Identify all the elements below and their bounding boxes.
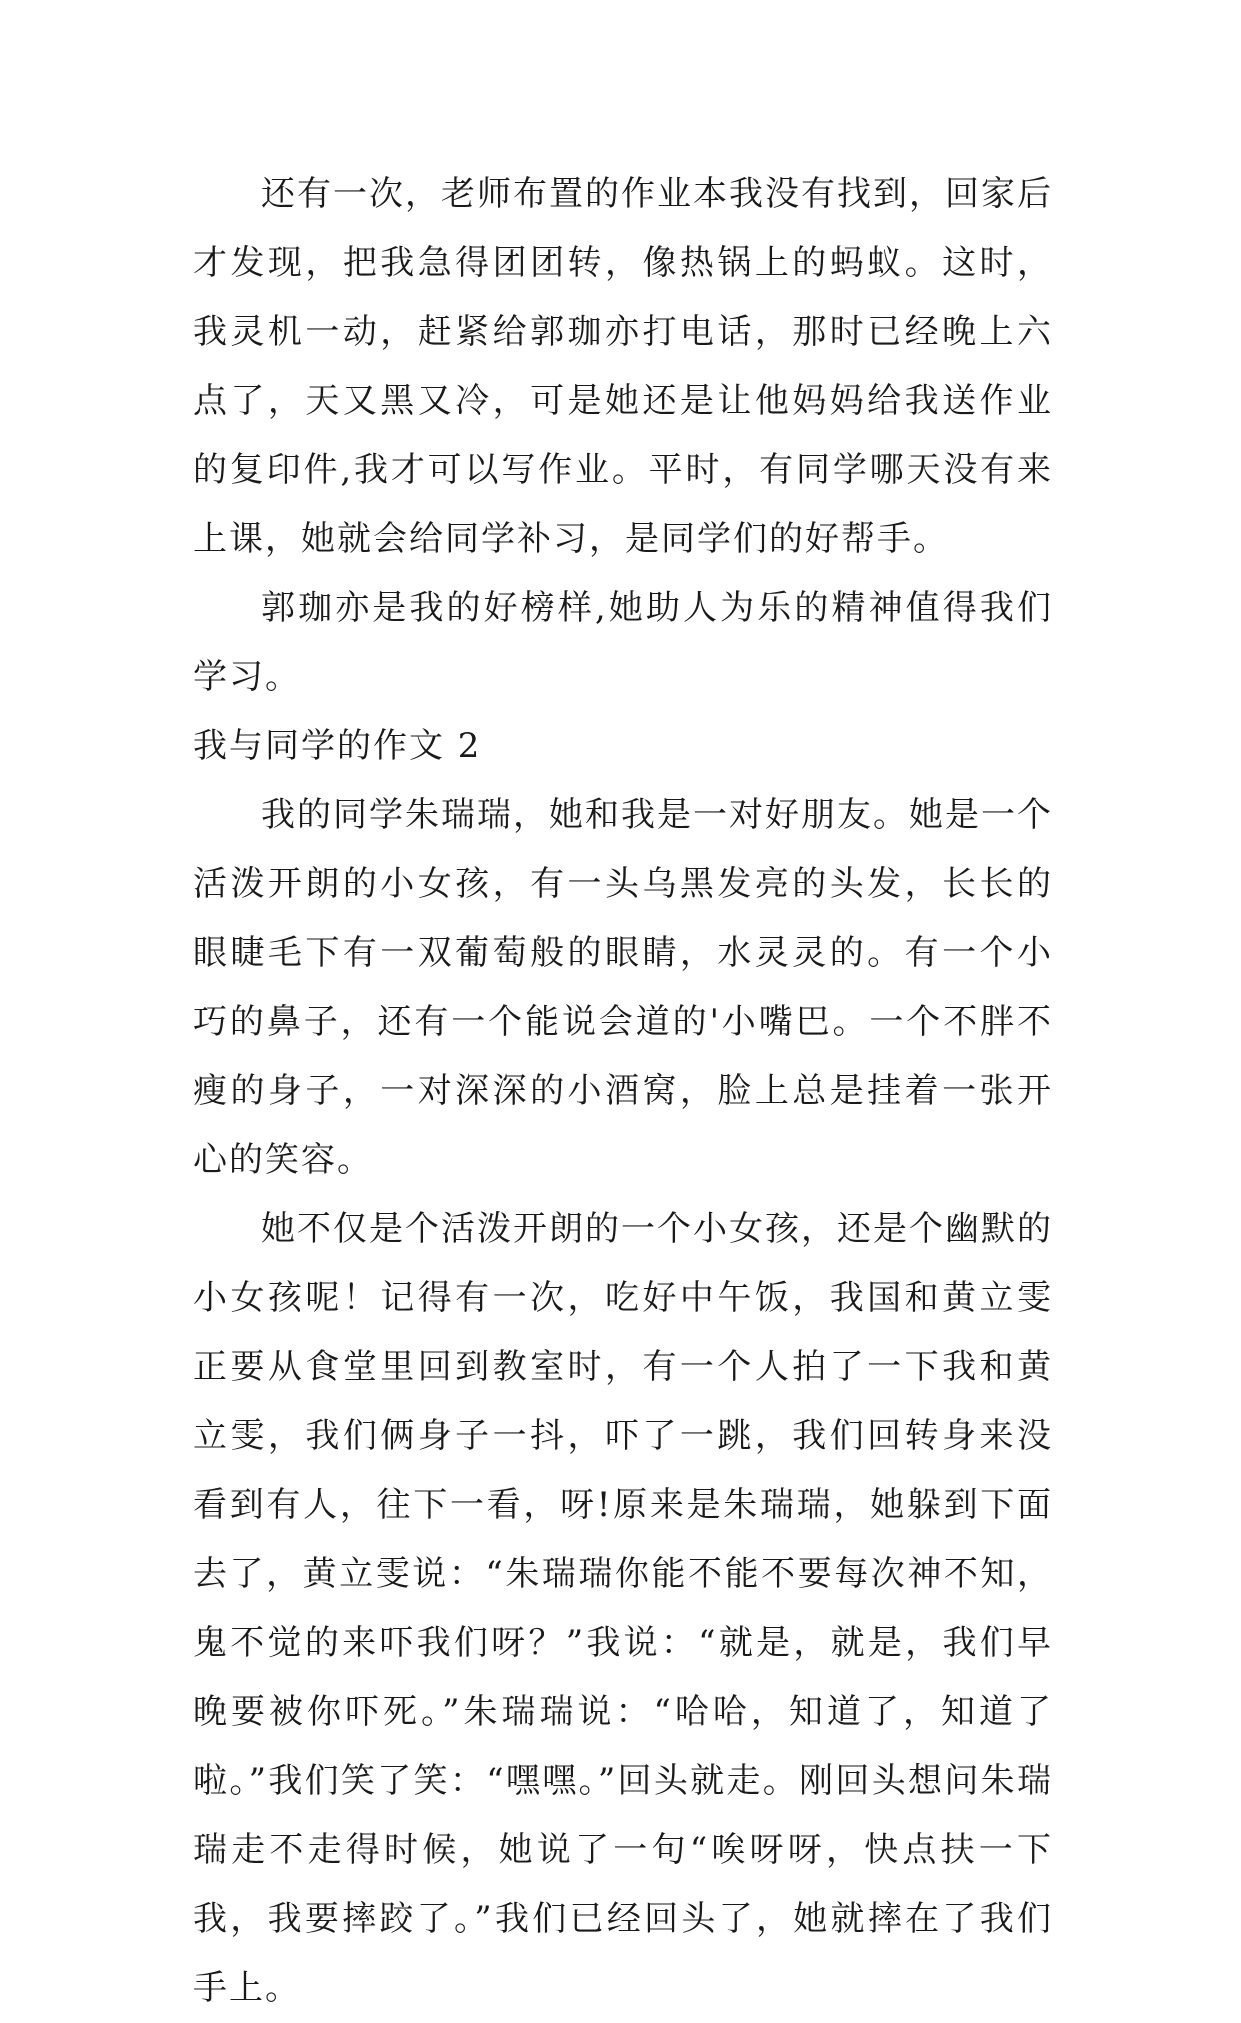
paragraph-role-model: 郭珈亦是我的好榜样,她助人为乐的精神值得我们学习。 [193, 588, 1053, 697]
paragraph-humor-story: 她不仅是个活泼开朗的一个小女孩，还是个幽默的小女孩呢！记得有一次，吃好中午饭，我国和黄立雯正要从食堂里回到教室时，有一个人拍了一下我和黄立雯，我们俩身子一抖，吓了一跳，我们回转身来没看到有人，往下一看，呀!原来是朱瑞瑞，她躲到下面去了，黄立雯说：“朱瑞瑞你能不能不要每次神不知，鬼不觉的来吓我们呀？”我说：“就是，就是，我们早晚要被你吓死。”朱瑞瑞说：“哈哈，知道了，知道了啦。”我们笑了笑：“嘿嘿。”回头就走。刚回头想问朱瑞瑞走不走得时候，她说了一句“唉呀呀，快点扶一下我，我要摔跤了。”我们已经回头了，她就摔在了我们手上。 [193, 1209, 1053, 2008]
document-body [193, 160, 1053, 2023]
paragraph-homework-story: 还有一次，老师布置的作业本我没有找到，回家后才发现，把我急得团团转，像热锅上的蚂蚁。这时，我灵机一动，赶紧给郭珈亦打电话，那时已经晚上六点了，天又黑又冷，可是她还是让他妈妈给我送作业的复印件,我才可以写作业。平时，有同学哪天没有来上课，她就会给同学补习，是同学们的好帮手。 [193, 174, 1053, 559]
section-title: 我与同学的作文 2 [193, 726, 482, 766]
paragraph-classmate-description: 我的同学朱瑞瑞，她和我是一对好朋友。她是一个活泼开朗的小女孩，有一头乌黑发亮的头发，长长的眼睫毛下有一双葡萄般的眼睛，水灵灵的。有一个小巧的鼻子，还有一个能说会道的'小嘴巴。一个不胖不瘦的身子，一对深深的小酒窝，脸上总是挂着一张开心的笑容。 [193, 795, 1053, 1180]
